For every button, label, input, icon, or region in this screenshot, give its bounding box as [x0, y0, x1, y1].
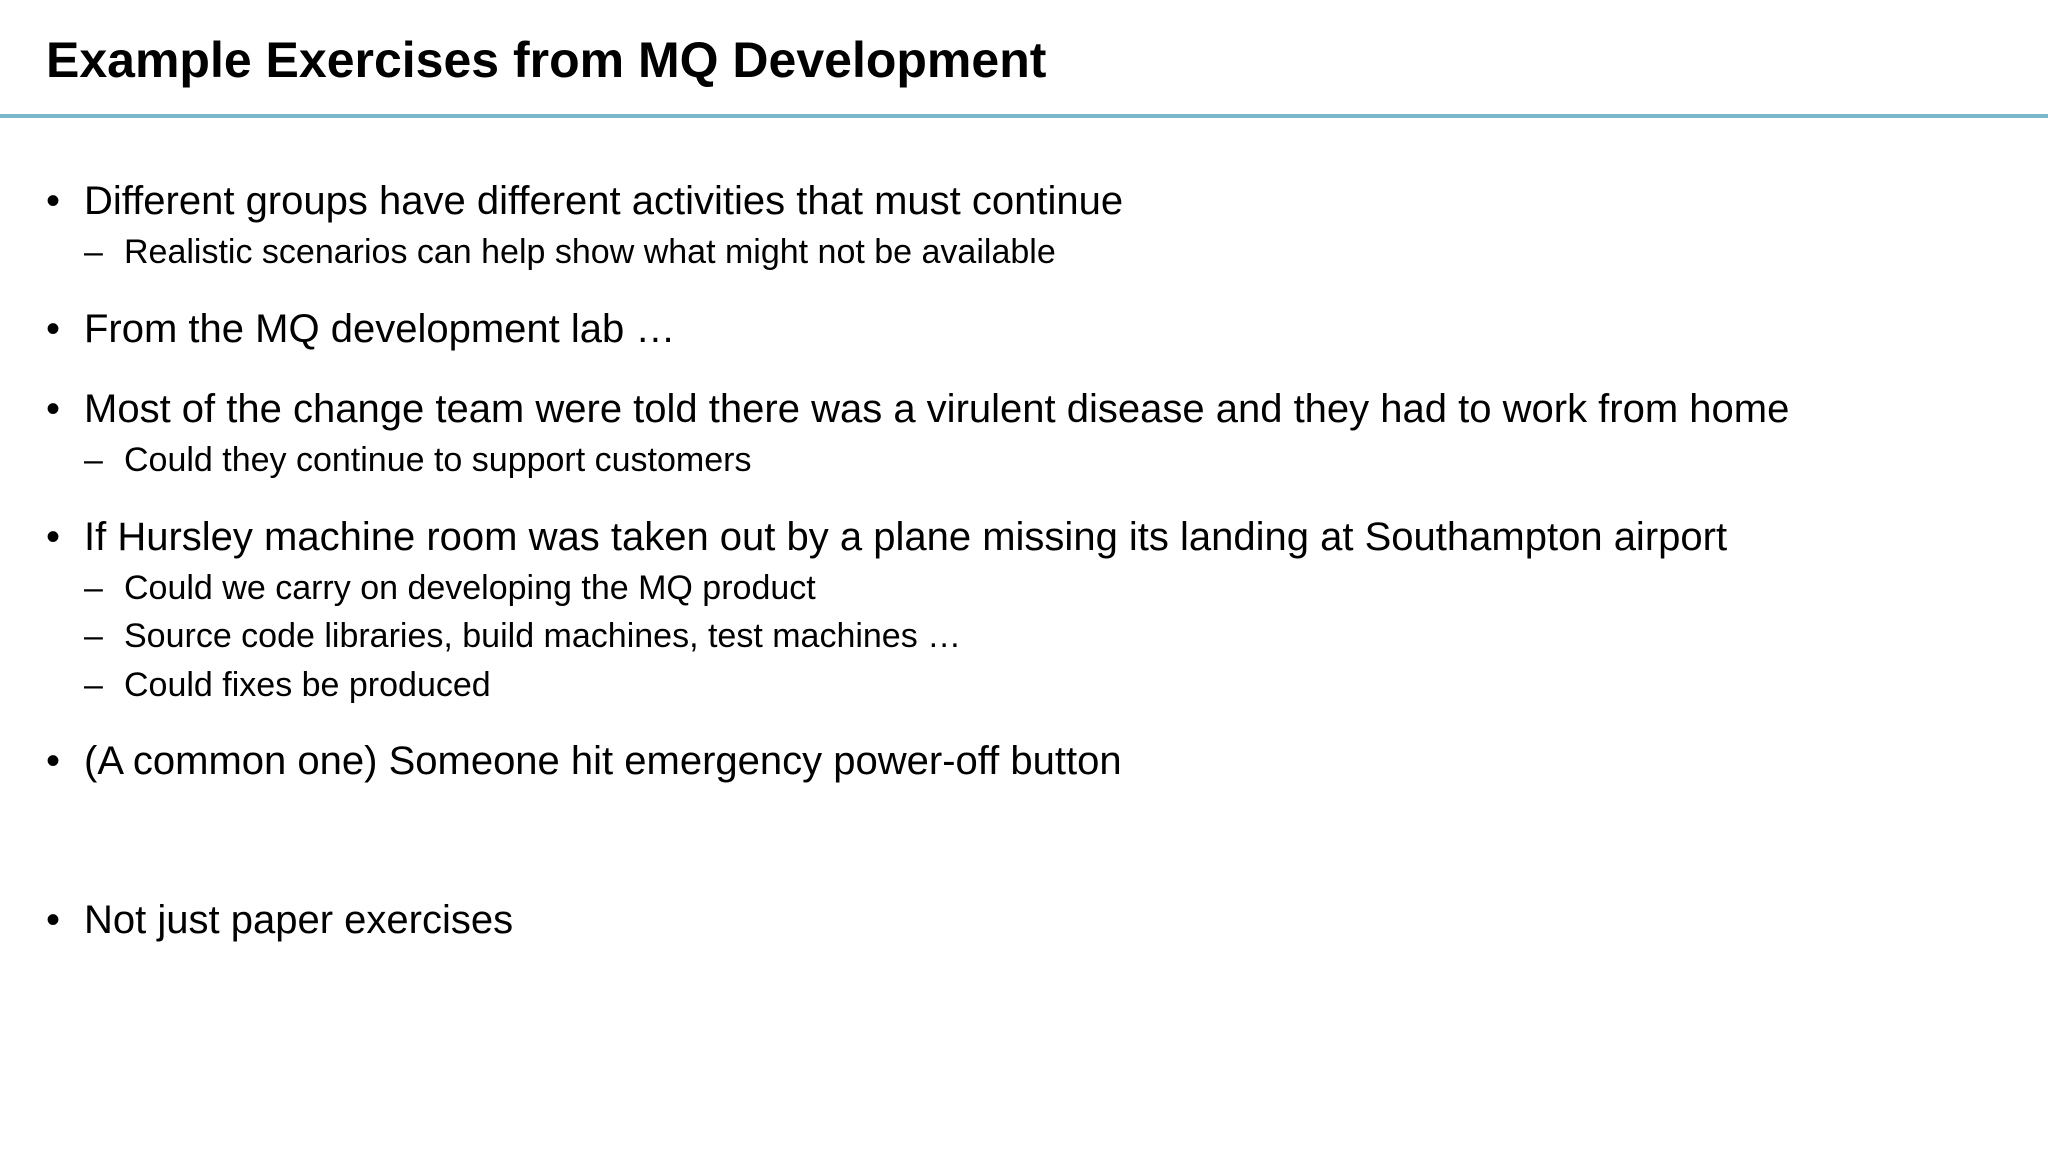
bullet-item	[46, 385, 1789, 433]
sub-bullet-text: Source code libraries, build machines, test machines …	[124, 617, 962, 655]
bullet-marker: •	[46, 898, 61, 942]
bullet-marker: •	[46, 387, 61, 431]
slide-title: Example Exercises from MQ Development	[46, 32, 1047, 88]
sub-bullet-text: Could we carry on developing the MQ product	[124, 569, 816, 607]
bullet-text: Most of the change team were told there was a virulent disease and they had to work from home	[84, 387, 1790, 431]
sub-bullet-item	[84, 664, 491, 706]
sub-bullet-text: Realistic scenarios can help show what might not be available	[124, 233, 1056, 271]
bullet-item	[46, 305, 675, 353]
bullet-text: (A common one) Someone hit emergency power-off button	[84, 739, 1122, 783]
bullet-text: If Hursley machine room was taken out by a plane missing its landing at Southampton airport	[84, 515, 1728, 559]
bullet-text: From the MQ development lab …	[84, 307, 676, 351]
bullet-marker: •	[46, 307, 61, 351]
sub-bullet-text: Could fixes be produced	[124, 666, 491, 704]
sub-bullet-marker: –	[84, 666, 103, 704]
sub-bullet-marker: –	[84, 569, 103, 607]
sub-bullet-item	[84, 615, 961, 657]
sub-bullet-text: Could they continue to support customers	[124, 441, 752, 479]
bullet-marker: •	[46, 179, 61, 223]
bullet-marker: •	[46, 739, 61, 783]
bullet-item	[46, 737, 1122, 785]
bullet-item	[46, 177, 1123, 225]
bullet-item	[46, 513, 1727, 561]
sub-bullet-item	[84, 231, 1056, 273]
bullet-text: Different groups have different activities that must continue	[84, 179, 1124, 223]
bullet-text: Not just paper exercises	[84, 898, 514, 942]
title-divider	[0, 114, 2048, 118]
bullet-marker: •	[46, 515, 61, 559]
sub-bullet-marker: –	[84, 233, 103, 271]
sub-bullet-item	[84, 439, 751, 481]
sub-bullet-marker: –	[84, 617, 103, 655]
sub-bullet-marker: –	[84, 441, 103, 479]
bullet-item	[46, 896, 513, 944]
sub-bullet-item	[84, 567, 816, 609]
